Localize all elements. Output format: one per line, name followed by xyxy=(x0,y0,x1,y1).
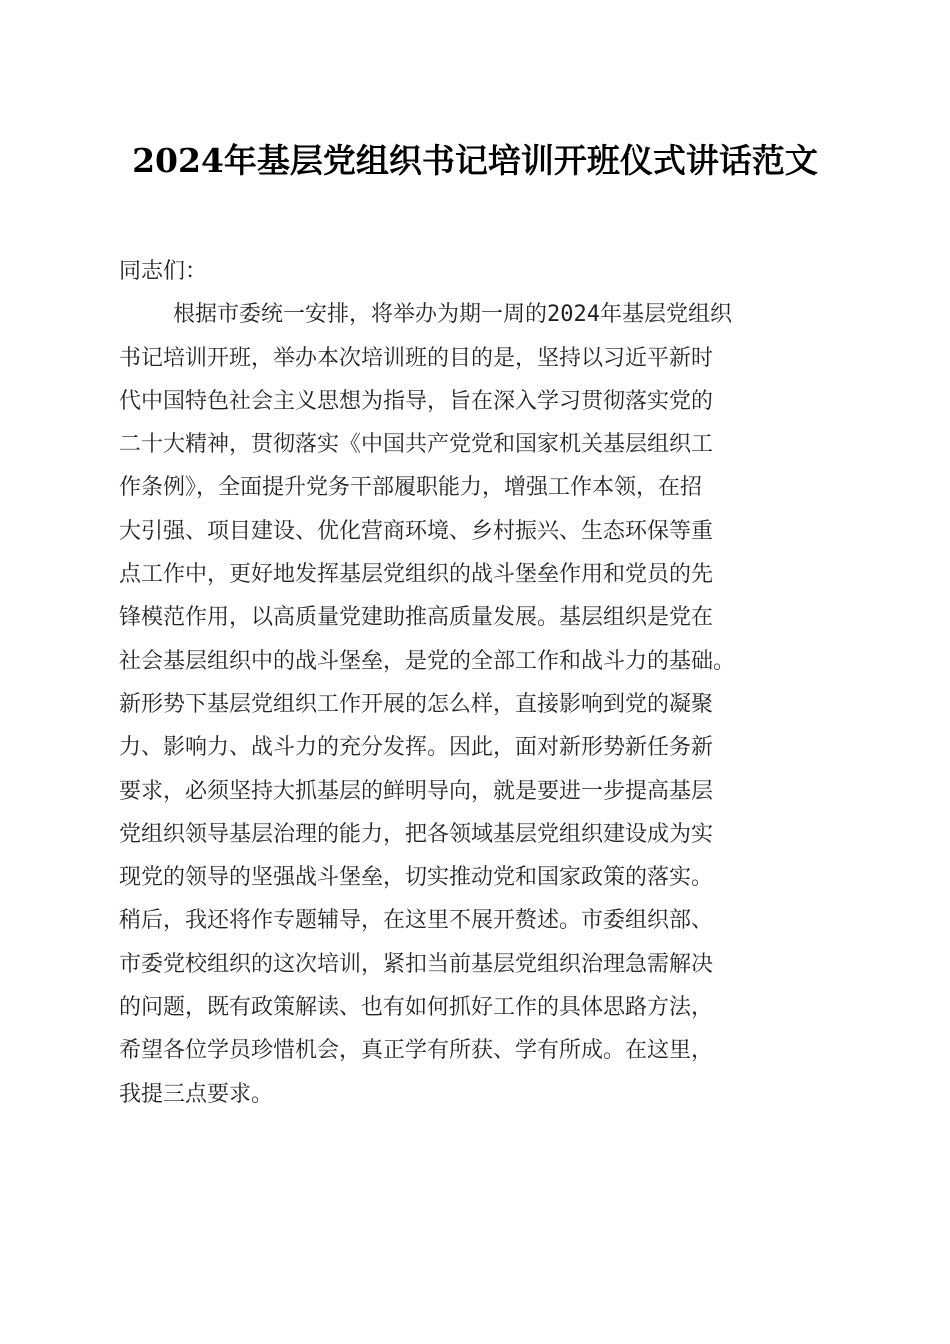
paragraph-line: 点工作中，更好地发挥基层党组织的战斗堡垒作用和党员的先 xyxy=(119,562,714,588)
paragraph-line: 的问题，既有政策解读、也有如何抓好工作的具体思路方法， xyxy=(119,995,714,1021)
paragraph-line: 党组织领导基层治理的能力，把各领域基层党组织建设成为实 xyxy=(119,821,714,847)
paragraph-line: 社会基层组织中的战斗堡垒，是党的全部工作和战斗力的基础。 xyxy=(119,648,736,674)
body-paragraph xyxy=(119,293,831,1116)
paragraph-line: 希望各位学员珍惜机会，真正学有所获、学有所成。在这里， xyxy=(119,1038,714,1064)
paragraph-line: 代中国特色社会主义思想为指导，旨在深入学习贯彻落实党的 xyxy=(119,388,714,414)
paragraph-line: 稍后，我还将作专题辅导，在这里不展开赘述。市委组织部、 xyxy=(119,908,714,934)
paragraph-line: 新形势下基层党组织工作开展的怎么样，直接影响到党的凝聚 xyxy=(119,691,714,717)
paragraph-line: 我提三点要求。 xyxy=(119,1081,274,1107)
paragraph-line: 作条例》，全面提升党务干部履职能力，增强工作本领，在招 xyxy=(119,475,703,501)
document-body xyxy=(119,250,831,1116)
paragraph-line: 锋模范作用，以高质量党建助推高质量发展。基层组织是党在 xyxy=(119,605,714,631)
paragraph-line: 市委党校组织的这次培训，紧扣当前基层党组织治理急需解决 xyxy=(119,951,714,977)
paragraph-line: 书记培训开班，举办本次培训班的目的是，坚持以习近平新时 xyxy=(119,345,714,371)
paragraph-line: 力、影响力、战斗力的充分发挥。因此，面对新形势新任务新 xyxy=(119,735,714,761)
paragraph-line: 大引强、项目建设、优化营商环境、乡村振兴、生态环保等重 xyxy=(119,518,714,544)
paragraph-line: 要求，必须坚持大抓基层的鲜明导向，就是要进一步提高基层 xyxy=(119,778,714,804)
document-title: 2024年基层党组织书记培训开班仪式讲话范文 xyxy=(132,141,818,180)
salutation: 同志们： xyxy=(119,259,208,284)
paragraph-line: 现党的领导的坚强战斗堡垒，切实推动党和国家政策的落实。 xyxy=(119,865,714,891)
paragraph-line: 根据市委统一安排，将举办为期一周的2024年基层党组织 xyxy=(173,302,732,328)
paragraph-line: 二十大精神，贯彻落实《中国共产党党和国家机关基层组织工 xyxy=(119,432,714,458)
